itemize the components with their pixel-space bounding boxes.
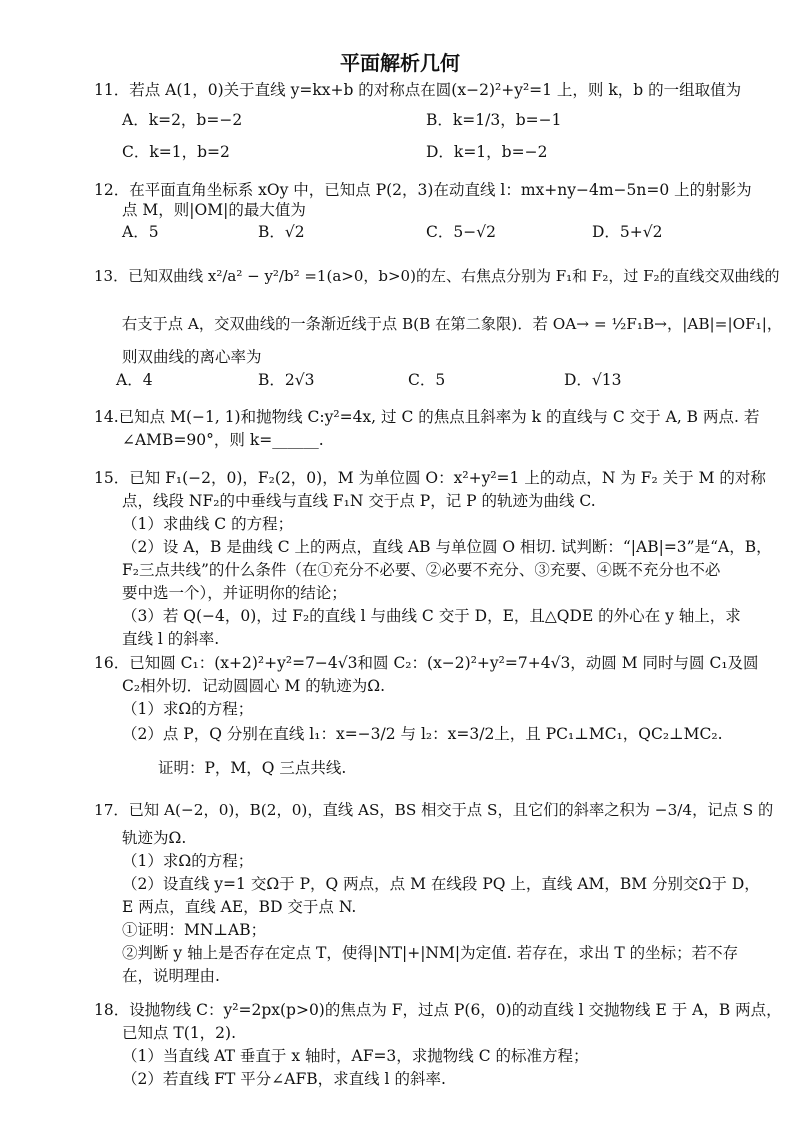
q15-line-2: 点，线段 NF₂的中垂线与直线 F₁N 交于点 P，记 P 的轨迹为曲线 C. <box>122 492 596 510</box>
q18-line-1: 18．设抛物线 C：y²=2px(p>0)的焦点为 F，过点 P(6，0)的动直线 l 交抛物线 E 于 A，B 两点， <box>94 1001 782 1019</box>
q17-line-3: （1）求Ω的方程； <box>122 852 254 870</box>
q15-line-7: （3）若 Q(−4，0)，过 F₂的直线 l 与曲线 C 交于 D，E，且△QDE 的外心在 y 轴上，求 <box>122 607 741 625</box>
q14-line-1: 14.已知点 M(−1, 1)和抛物线 C:y²=4x, 过 C 的焦点且斜率为 k 的直线与 C 交于 A, B 两点. 若 <box>94 408 760 426</box>
q11-option-a: A．k=2，b=−2 <box>122 111 243 129</box>
q16-line-5: 证明：P，M，Q 三点共线. <box>158 759 347 777</box>
q17-line-8: 在，说明理由. <box>122 967 220 985</box>
q18-line-4: （2）若直线 FT 平分∠AFB，求直线 l 的斜率. <box>122 1070 446 1088</box>
q16-line-2: C₂相外切．记动圆圆心 M 的轨迹为Ω. <box>122 677 386 695</box>
q15-line-3: （1）求曲线 C 的方程； <box>122 515 294 533</box>
q12-option-c: C．5−√2 <box>426 223 496 241</box>
q17-line-1: 17．已知 A(−2，0)，B(2，0)，直线 AS，BS 相交于点 S，且它们的斜率之积为 −3/4，记点 S 的 <box>94 801 774 819</box>
q16-line-3: （1）求Ω的方程； <box>122 700 254 718</box>
q12-line-2: 点 M，则|OM|的最大值为 <box>122 201 306 219</box>
page-title: 平面解析几何 <box>340 51 460 75</box>
q17-line-6: ①证明：MN⊥AB； <box>122 921 267 939</box>
q11-option-c: C．k=1，b=2 <box>122 143 230 161</box>
q11-stem: 11．若点 A(1，0)关于直线 y=kx+b 的对称点在圆(x−2)²+y²=1 上，则 k，b 的一组取值为 <box>94 81 742 99</box>
q13-option-b: B．2√3 <box>258 371 315 389</box>
q12-option-a: A．5 <box>122 223 159 241</box>
q11-option-b: B．k=1/3，b=−1 <box>426 111 562 129</box>
q13-line-1: 13．已知双曲线 x²/a² − y²/b² =1(a>0，b>0)的左、右焦点分别为 F₁和 F₂，过 F₂的直线交双曲线的 <box>94 267 780 285</box>
q13-option-d: D．√13 <box>564 371 622 389</box>
q18-line-2: 已知点 T(1，2). <box>122 1024 237 1042</box>
q15-line-4: （2）设 A，B 是曲线 C 上的两点，直线 AB 与单位圆 O 相切. 试判断：“|AB|=3”是“A，B， <box>122 538 772 556</box>
q17-line-5: E 两点，直线 AE，BD 交于点 N. <box>122 898 357 916</box>
q13-line-2: 右支于点 A，交双曲线的一条渐近线于点 B(B 在第二象限)．若 OA→ = ½F₁B→，|AB|=|OF₁|， <box>122 315 783 333</box>
q17-line-2: 轨迹为Ω. <box>122 829 187 847</box>
q18-line-3: （1）当直线 AT 垂直于 x 轴时，AF=3，求抛物线 C 的标准方程； <box>122 1047 589 1065</box>
q16-line-1: 16．已知圆 C₁：(x+2)²+y²=7−4√3和圆 C₂：(x−2)²+y²=7+4√3，动圆 M 同时与圆 C₁及圆 <box>94 654 759 672</box>
q12-option-d: D．5+√2 <box>592 223 663 241</box>
q15-line-6: 要中选一个），并证明你的结论； <box>122 584 347 602</box>
q15-line-8: 直线 l 的斜率. <box>122 630 220 648</box>
q12-line-1: 12．在平面直角坐标系 xOy 中，已知点 P(2，3)在动直线 l：mx+ny−4m−5n=0 上的射影为 <box>94 181 752 199</box>
q17-line-4: （2）设直线 y=1 交Ω于 P，Q 两点，点 M 在线段 PQ 上，直线 AM，BM 分别交Ω于 D， <box>122 875 760 893</box>
q17-line-7: ②判断 y 轴上是否存在定点 T，使得|NT|+|NM|为定值. 若存在，求出 T 的坐标；若不存 <box>122 944 739 962</box>
q13-option-c: C．5 <box>408 371 446 389</box>
q14-line-2: ∠AMB=90°，则 k=______. <box>122 431 324 449</box>
q11-option-d: D．k=1，b=−2 <box>426 143 548 161</box>
q13-line-3: 则双曲线的离心率为 <box>122 348 262 366</box>
q16-line-4: （2）点 P，Q 分别在直线 l₁：x=−3/2 与 l₂：x=3/2上，且 PC₁⊥MC₁，QC₂⊥MC₂. <box>122 725 723 743</box>
q15-line-1: 15．已知 F₁(−2，0)，F₂(2，0)，M 为单位圆 O：x²+y²=1 上的动点，N 为 F₂ 关于 M 的对称 <box>94 469 766 487</box>
q15-line-5: F₂三点共线”的什么条件（在①充分不必要、②必要不充分、③充要、④既不充分也不必 <box>122 561 721 579</box>
q13-option-a: A．4 <box>116 371 153 389</box>
q12-option-b: B．√2 <box>258 223 305 241</box>
